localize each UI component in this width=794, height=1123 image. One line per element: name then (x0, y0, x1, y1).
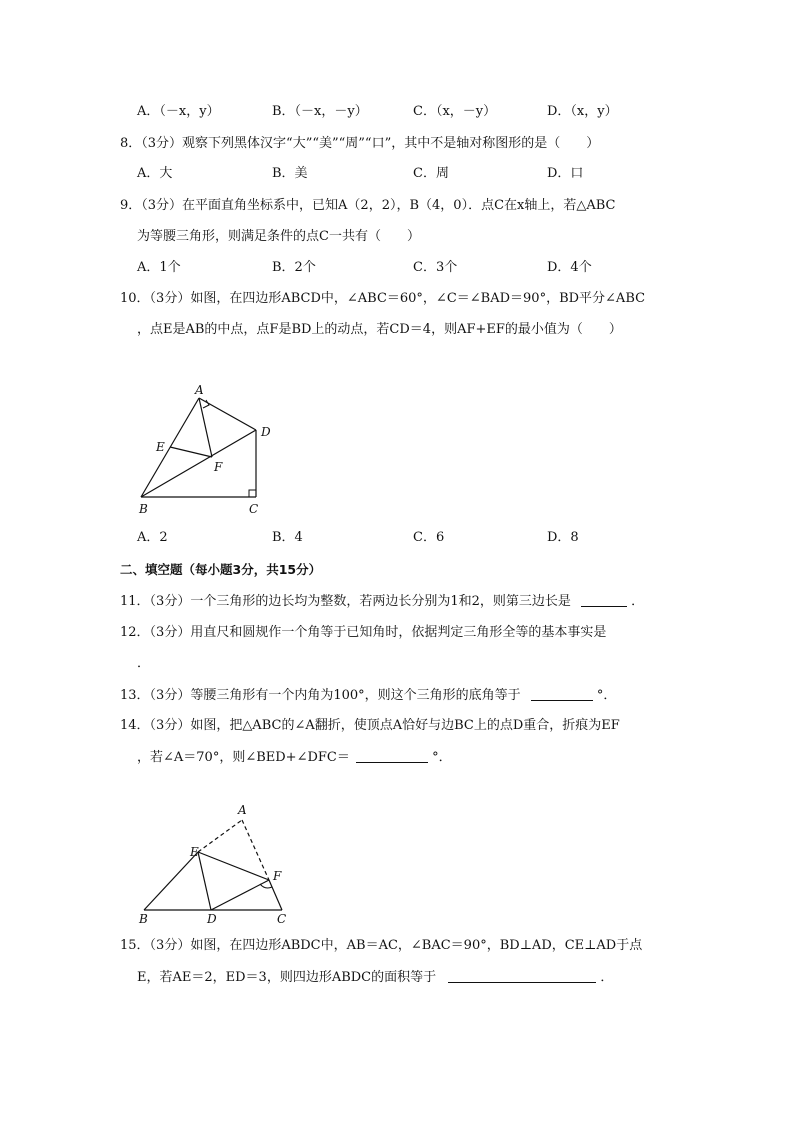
q14-question-line1: 14．（3分）如图，把△ABC的∠A翻折，使顶点A恰好与边BC上的点D重合，折痕为EF (120, 718, 620, 733)
q10-label-d: D (261, 425, 271, 439)
q15-answer-blank[interactable] (448, 968, 596, 983)
q7-option-b: B．（－x，－y） (272, 104, 368, 119)
q12-question: 12．（3分）用直尺和圆规作一个角等于已知角时，依据判定三角形全等的基本事实是 (120, 625, 607, 640)
q14-label-c: C (277, 912, 287, 926)
q10-option-d: D．8 (547, 530, 579, 545)
q9-option-b: B．2个 (272, 260, 316, 275)
q10-label-e: E (156, 440, 165, 454)
q11-end: ． (631, 594, 645, 609)
q9-question-line2: 为等腰三角形，则满足条件的点C一共有（ ） (137, 229, 420, 244)
q14-seg-ea-dashed (198, 820, 242, 852)
q10-seg-ef (170, 447, 212, 457)
q10-label-b: B (139, 502, 148, 516)
q9-option-d: D．4个 (547, 260, 592, 275)
q15-question-line1: 15．（3分）如图，在四边形ABDC中，AB＝AC，∠BAC＝90°，BD⊥AD，CE⊥AD于点 (120, 938, 643, 953)
q8-option-b: B．美 (272, 166, 308, 181)
q13-question (120, 686, 616, 705)
q10-label-a: A (195, 383, 204, 397)
q8-option-d: D．口 (547, 166, 584, 181)
q15-text: E，若AE＝2，ED＝3，则四边形ABDC的面积等于 (137, 970, 437, 985)
q11-question (120, 592, 644, 611)
q7-option-c: C．（x，－y） (413, 104, 497, 119)
q14-seg-be (144, 852, 198, 910)
q7-option-a: A．（－x，y） (137, 104, 220, 119)
q8-option-a: A．大 (137, 166, 173, 181)
section-heading: 二、填空题（每小题3分，共15分） (120, 562, 322, 577)
q10-figure (130, 380, 290, 520)
q10-question-line1: 10．（3分）如图，在四边形ABCD中，∠ABC＝60°，∠C＝∠BAD＝90°，BD平分∠ABC (120, 291, 646, 306)
q15-question-line2 (137, 968, 613, 987)
q12-answer-line (137, 655, 150, 673)
q15-end: ． (600, 970, 614, 985)
q9-option-a: A．1个 (137, 260, 181, 275)
q10-label-c: C (249, 502, 259, 516)
q14-seg-ed (198, 852, 211, 910)
q13-answer-blank[interactable] (531, 686, 593, 701)
q9-option-c: C．3个 (413, 260, 458, 275)
q10-option-c: C．6 (413, 530, 445, 545)
q14-answer-blank[interactable] (356, 748, 428, 763)
q11-text: 11．（3分）一个三角形的边长均为整数，若两边长分别为1和2，则第三边长是 (120, 594, 571, 609)
q10-right-angle-c (249, 490, 256, 497)
q14-label-b: B (139, 912, 148, 926)
q9-question-line1: 9．（3分）在平面直角坐标系中，已知A（2，2），B（4，0）．点C在x轴上，若△ABC (120, 198, 616, 213)
q11-answer-blank[interactable] (581, 592, 627, 607)
q14-label-f: F (273, 869, 282, 883)
q10-question-line2: ，点E是AB的中点，点F是BD上的动点，若CD＝4，则AF+EF的最小值为（ ） (137, 322, 622, 337)
q10-option-a: A．2 (137, 530, 168, 545)
q13-text: 13．（3分）等腰三角形有一个内角为100°，则这个三角形的底角等于 (120, 688, 521, 703)
q12-end: ． (137, 656, 151, 671)
q14-figure (132, 800, 302, 930)
q14-angle-mark-f (260, 884, 272, 888)
q14-end: °． (432, 750, 452, 765)
q13-end: °． (596, 688, 617, 703)
q10-option-b: B．4 (272, 530, 303, 545)
q14-question-line2 (137, 748, 452, 767)
q14-label-e: E (190, 845, 199, 859)
q10-label-f: F (214, 460, 223, 474)
q14-label-d: D (207, 912, 217, 926)
q8-option-c: C．周 (413, 166, 449, 181)
q14-label-a: A (238, 803, 247, 817)
q14-text: ，若∠A＝70°，则∠BED+∠DFC＝ (137, 750, 350, 765)
q8-question: 8．（3分）观察下列黑体汉字“大”“美”“周”“口”，其中不是轴对称图形的是（ ） (120, 136, 600, 151)
q7-option-d: D．（x，y） (547, 104, 618, 119)
q14-seg-ef (198, 852, 269, 880)
q14-seg-fc (269, 880, 282, 910)
